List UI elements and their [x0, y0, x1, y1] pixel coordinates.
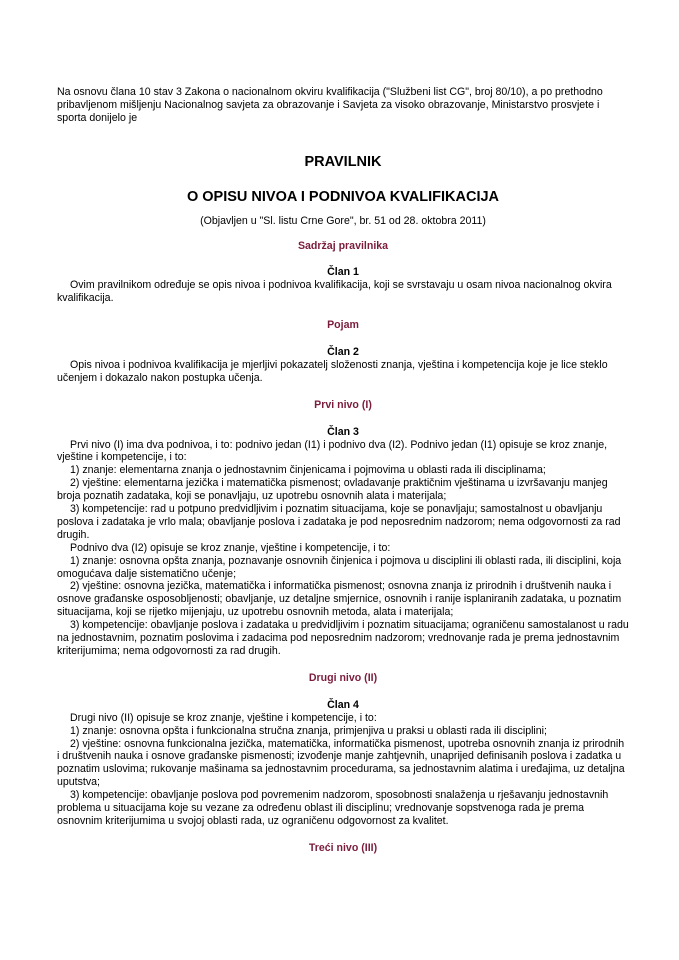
list-item: 3) kompetencije: obavljanje poslova i zadataka u predvidljivim i poznatim situacijama; ograničenu samostalanost u radu na jednostavnim, poznatim poslovima i zadacima pod neposrednim nadzorom; vrednovanje rada je prema jednostavnim kriterijumima; nema odgovornosti za rad drugih.	[57, 619, 629, 657]
document-title: PRAVILNIK	[304, 153, 382, 170]
article-paragraph: Opis nivoa i podnivoa kvalifikacija je mjerljivi pokazatelj složenosti znanja, vještina i kompetencija koje je lice steklo učenjem i dokazalo nakon postupka učenja.	[57, 358, 608, 384]
publication-note: (Objavljen u "Sl. listu Crne Gore", br. 51 od 28. oktobra 2011)	[200, 214, 486, 227]
article-paragraph: Podnivo dva (I2) opisuje se kroz znanje, vještine i kompetencije, i to:	[70, 541, 391, 554]
list-item: 2) vještine: osnovna funkcionalna jezička, matematička, informatička pismenost, upotreba osnovnih znanja iz prirodnih i društvenih nauka i osnove građanske pismenosti; izvođenje manje zahtjevnih, unaprijed definisanih poslova i zadatka u poznatim uslovima; rukovanje mašinama sa jednostavnim procedurama, sa jednostavnim alatima i uređajima, uz detaljna uputstva;	[57, 737, 625, 789]
list-item: 1) znanje: elementarna znanja o jednostavnim činjenicama i pojmovima u oblasti rada ili disciplinama;	[70, 464, 546, 477]
list-item: 3) kompetencije: obavljanje poslova pod povremenim nadzorom, sposobnosti snalaženja u rješavanju jednostavnih problema u situacijama koje su vezane za određenu oblast ili disciplinu; vrednovanje sopstvenoga rada je prema osnovnim kriterijumima u svojoj oblasti rada, uz ograničenu odgovornost za kvalitet.	[57, 789, 609, 827]
article-paragraph: Ovim pravilnikom određuje se opis nivoa i podnivoa kvalifikacija, koji se svrstavaju u osam nivoa nacionalnog okvira kvalifikacija.	[57, 279, 612, 305]
article-heading: Član 2	[327, 345, 359, 358]
list-item: 2) vještine: elementarna jezička i matematička pismenost; ovladavanje praktičnim vještinama u izvršavanju manjeg broja poznatih zadataka, koji se ponavljaju, uz upotrebu osnovnih alata i materijala;	[57, 477, 608, 503]
list-item: 1) znanje: osnovna opšta i funkcionalna stručna znanja, primjenjiva u praksi u oblasti rada ili disciplini;	[70, 724, 547, 737]
intro-paragraph: Na osnovu člana 10 stav 3 Zakona o nacionalnom okviru kvalifikacija ("Službeni list CG", broj 80/10), a po prethodno pribavljenom mišljenju Nacionalnog savjeta za obrazovanje i Savjeta za visoko obrazovanje, Ministarstvo prosvjete i sporta donijelo je	[57, 86, 603, 124]
section-heading: Treći nivo (III)	[308, 841, 378, 854]
article-heading: Član 3	[327, 425, 359, 438]
document-subtitle: O OPISU NIVOA I PODNIVOA KVALIFIKACIJA	[186, 188, 500, 205]
article-paragraph: Prvi nivo (I) ima dva podnivoa, i to: podnivo jedan (I1) i podnivo dva (I2). Podnivo jedan (I1) opisuje se kroz znanje, vještine i kompetencije, i to:	[57, 438, 608, 464]
section-heading: Prvi nivo (I)	[314, 398, 372, 411]
article-paragraph: Drugi nivo (II) opisuje se kroz znanje, vještine i kompetencije, i to:	[70, 711, 377, 724]
list-item: 3) kompetencije: rad u potpuno predvidljivim i poznatim situacijama, koje se ponavljaju; samostalnost u obavljanju poslova i zadataka je vrlo mala; obavljanje poslova i zadataka je pod neposrednim nadzorom; nema odgovornosti za rad drugih.	[57, 503, 621, 541]
document-page	[57, 86, 629, 855]
section-heading: Sadržaj pravilnika	[297, 240, 389, 253]
section-heading: Drugi nivo (II)	[308, 671, 378, 684]
section-heading: Pojam	[327, 319, 359, 332]
article-heading: Član 1	[327, 266, 359, 279]
article-heading: Član 4	[327, 698, 359, 711]
list-item: 2) vještine: osnovna jezička, matematička i informatička pismenost; osnovna znanja iz prirodnih i društvenih nauka i osnove građanske osposobljenosti; obavljanje, uz detaljne smjernice, osnovnih i ranije isplaniranih zadataka, u poznatim situacijama, koji se rijetko mijenjaju, uz upotrebu osnovnih metoda, alata i materijala;	[57, 580, 622, 619]
list-item: 1) znanje: osnovna opšta znanja, poznavanje osnovnih činjenica i pojmova u disciplini ili oblasti rada, ili disciplini, koja omogućava dalje sistematično učenje;	[57, 554, 622, 580]
